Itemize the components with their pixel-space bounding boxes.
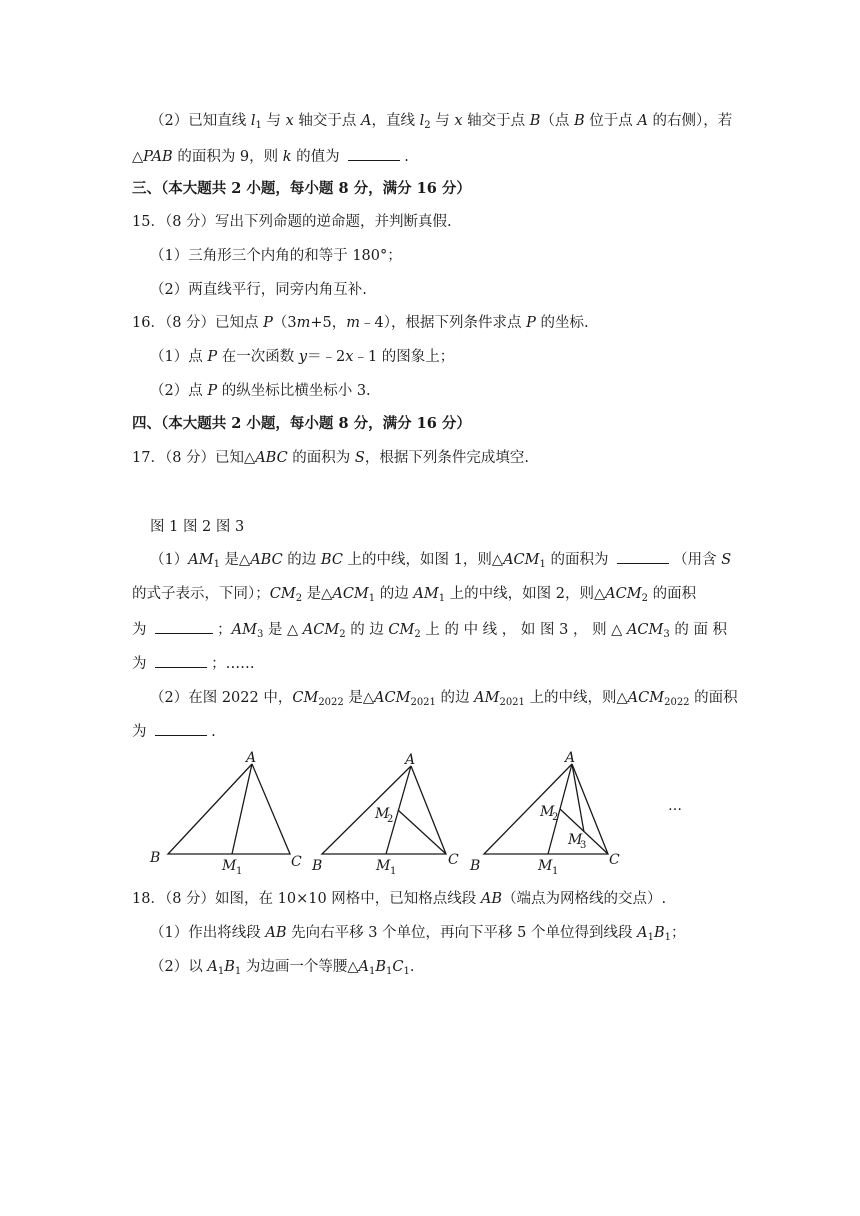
fig1-triangle [168,764,290,854]
fig2-label-m2: M [375,806,390,822]
figure-1 [168,764,290,854]
q16-part1: （1）点 P 在一次函数 y＝﹣2x﹣1 的图象上； [150,349,455,365]
fig1-label-a: A [246,750,257,766]
fig2-label-a: A [405,752,416,768]
q17-stem: 17．（8 分）已知△ABC 的面积为 S，根据下列条件完成填空. [132,450,529,466]
q17-part1-line3: 为 ；$AM_3$ 是 △ $ACM_2$ 的 边 $CM_2$ 上 的 中 线 ， 如 图 3 ， 则 △ $ACM_3$ 的 面 积 [132,619,727,640]
q15-stem: 15．（8 分）写出下列命题的逆命题，并判断真假. [132,214,452,230]
fig2-label-m1: M [376,858,391,874]
q18-stem: 18．（8 分）如图，在 10×10 网格中，已知格点线段 AB（端点为网格线的交点）. [132,891,667,907]
q14-part2-line1: （2）已知直线 $l_1$ 与 x 轴交于点 A，直线 $l_2$ 与 x 轴交于点 B（点 B 位于点 A 的右侧），若 [150,113,733,131]
fig3-label-a: A [565,750,576,766]
fig3-label-m2: M [540,804,555,820]
fig3-label-c: C [609,852,620,868]
fig3-label-m1: M [538,858,553,874]
q16-part2: （2）点 P 的纵坐标比横坐标小 3. [150,383,371,399]
answer-blank [155,653,207,668]
answer-blank [155,619,213,634]
q17-part1-line4: 为 ；…… [132,653,255,674]
fig2-label-m1-sub: 1 [390,866,397,876]
fig1-label-m: M [222,858,237,874]
answer-blank [155,721,207,736]
fig1-label-b: B [150,850,161,866]
q15-part2: （2）两直线平行，同旁内角互补. [150,282,367,298]
q17-part1-line1: $(1)AM_1$ 是△ABC 的边 BC 上的中线，如图 1，则$\triangle ACM_1$ 的面积为 （用含 S [150,549,731,570]
q14-part2-line2: △PAB 的面积为 9，则 k 的值为 . [132,146,409,167]
q16-stem: 16．（8 分）已知点 P（3m+5，m﹣4），根据下列条件求点 P 的坐标. [132,315,589,331]
fig2-label-m2-sub: 2 [387,814,394,825]
answer-blank [348,146,400,161]
figure-ellipsis: … [668,798,682,814]
section-three-heading: 三、（本大题共 2 小题，每小题 8 分，满分 16 分） [132,180,471,197]
fig2-label-b: B [312,858,323,874]
q17-part2-line1: （2）在图 2022 中，$CM_{2022}$ 是$\triangle ACM_{2021}$ 的边 $AM_{2021}$ 上的中线，则$\triangle ACM_{2022}$ 的面积 [150,690,738,708]
section-four-heading: 四、（本大题共 2 小题，每小题 8 分，满分 16 分） [132,415,471,432]
fig3-label-m3-sub: 3 [580,840,587,851]
fig3-label-m3: M [568,832,583,848]
fig3-label-b: B [470,858,481,874]
answer-blank [617,549,669,564]
q18-part1: （1）作出将线段 AB 先向右平移 3 个单位，再向下平移 5 个单位得到线段 $A_1B_1$； [150,925,686,943]
q17-figures [140,748,700,876]
fig2-median-2 [398,810,446,854]
q15-part1: （1）三角形三个内角的和等于 180°； [150,248,402,264]
q18-part2: （2）以 $A_1B_1$ 为边画一个等腰$\triangle A_1B_1C_1$. [150,959,415,977]
fig2-label-c: C [448,852,459,868]
q17-part2-line2: 为 . [132,721,216,742]
fig3-label-m2-sub: 2 [552,812,559,823]
q17-part1-line2: 的式子表示，下同）；$CM_2$ 是$\triangle ACM_1$ 的边 $AM_1$ 上的中线，如图 2，则$\triangle ACM_2$ 的面积 [132,586,697,604]
fig3-label-m1-sub: 1 [552,866,559,876]
fig1-label-c: C [291,854,302,870]
fig1-median [232,764,252,854]
fig1-label-m-sub: 1 [236,866,243,876]
figure-caption: 图 1 图 2 图 3 [150,519,245,535]
